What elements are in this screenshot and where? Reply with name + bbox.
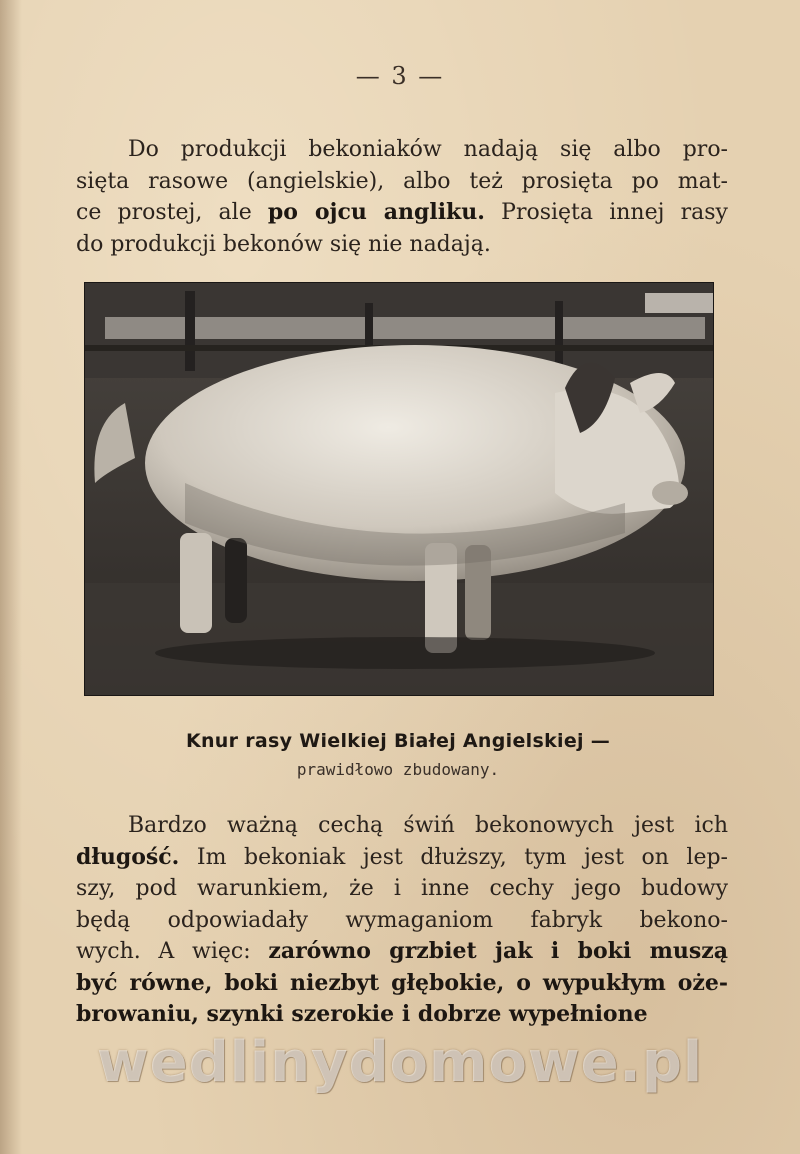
figure-caption-subtitle: prawidłowo zbudowany. <box>296 760 500 779</box>
boar-photograph <box>84 282 714 696</box>
emphasis-text: długość. <box>76 843 180 870</box>
text-line: do produkcji bekonów się nie nadają. <box>76 231 491 257</box>
page-number: — 3 — <box>355 62 445 90</box>
text-line: wych. A więc: zarówno grzbiet jak i boki muszą <box>76 938 728 964</box>
text-line: długość. Im bekoniak jest dłuższy, tym jest on lep- <box>76 843 728 870</box>
text-line: Do produkcji bekoniaków nadają się albo pro- <box>128 137 728 162</box>
text-line: ce prostej, ale po ojcu angliku. Prosięta innej rasy <box>76 199 728 225</box>
text-line: Bardzo ważną cechą świń bekonowych jest ich <box>128 813 728 838</box>
text-line: szy, pod warunkiem, że i inne cechy jego budowy <box>76 876 728 901</box>
paragraph-intro <box>76 134 728 260</box>
text-line: będą odpowiadały wymaganiom fabryk bekono- <box>76 907 728 933</box>
paragraph-length <box>76 810 728 1031</box>
page-spine-shadow <box>0 0 22 1154</box>
text-line: browaniu, szynki szerokie i dobrze wypełnione <box>76 1001 648 1027</box>
pig-image <box>85 283 713 695</box>
text-line: sięta rasowe (angielskie), albo też prosięta po mat- <box>76 168 728 194</box>
text-line: być równe, boki niezbyt głębokie, o wypukłym oże- <box>76 969 728 996</box>
emphasis-text: po ojcu angliku. <box>267 199 485 225</box>
figure-caption-title: Knur rasy Wielkiej Białej Angielskiej — <box>185 730 611 752</box>
emphasis-text: zarówno grzbiet jak i boki muszą <box>268 938 728 964</box>
site-watermark: wedlinydomowe.pl <box>96 1030 704 1095</box>
